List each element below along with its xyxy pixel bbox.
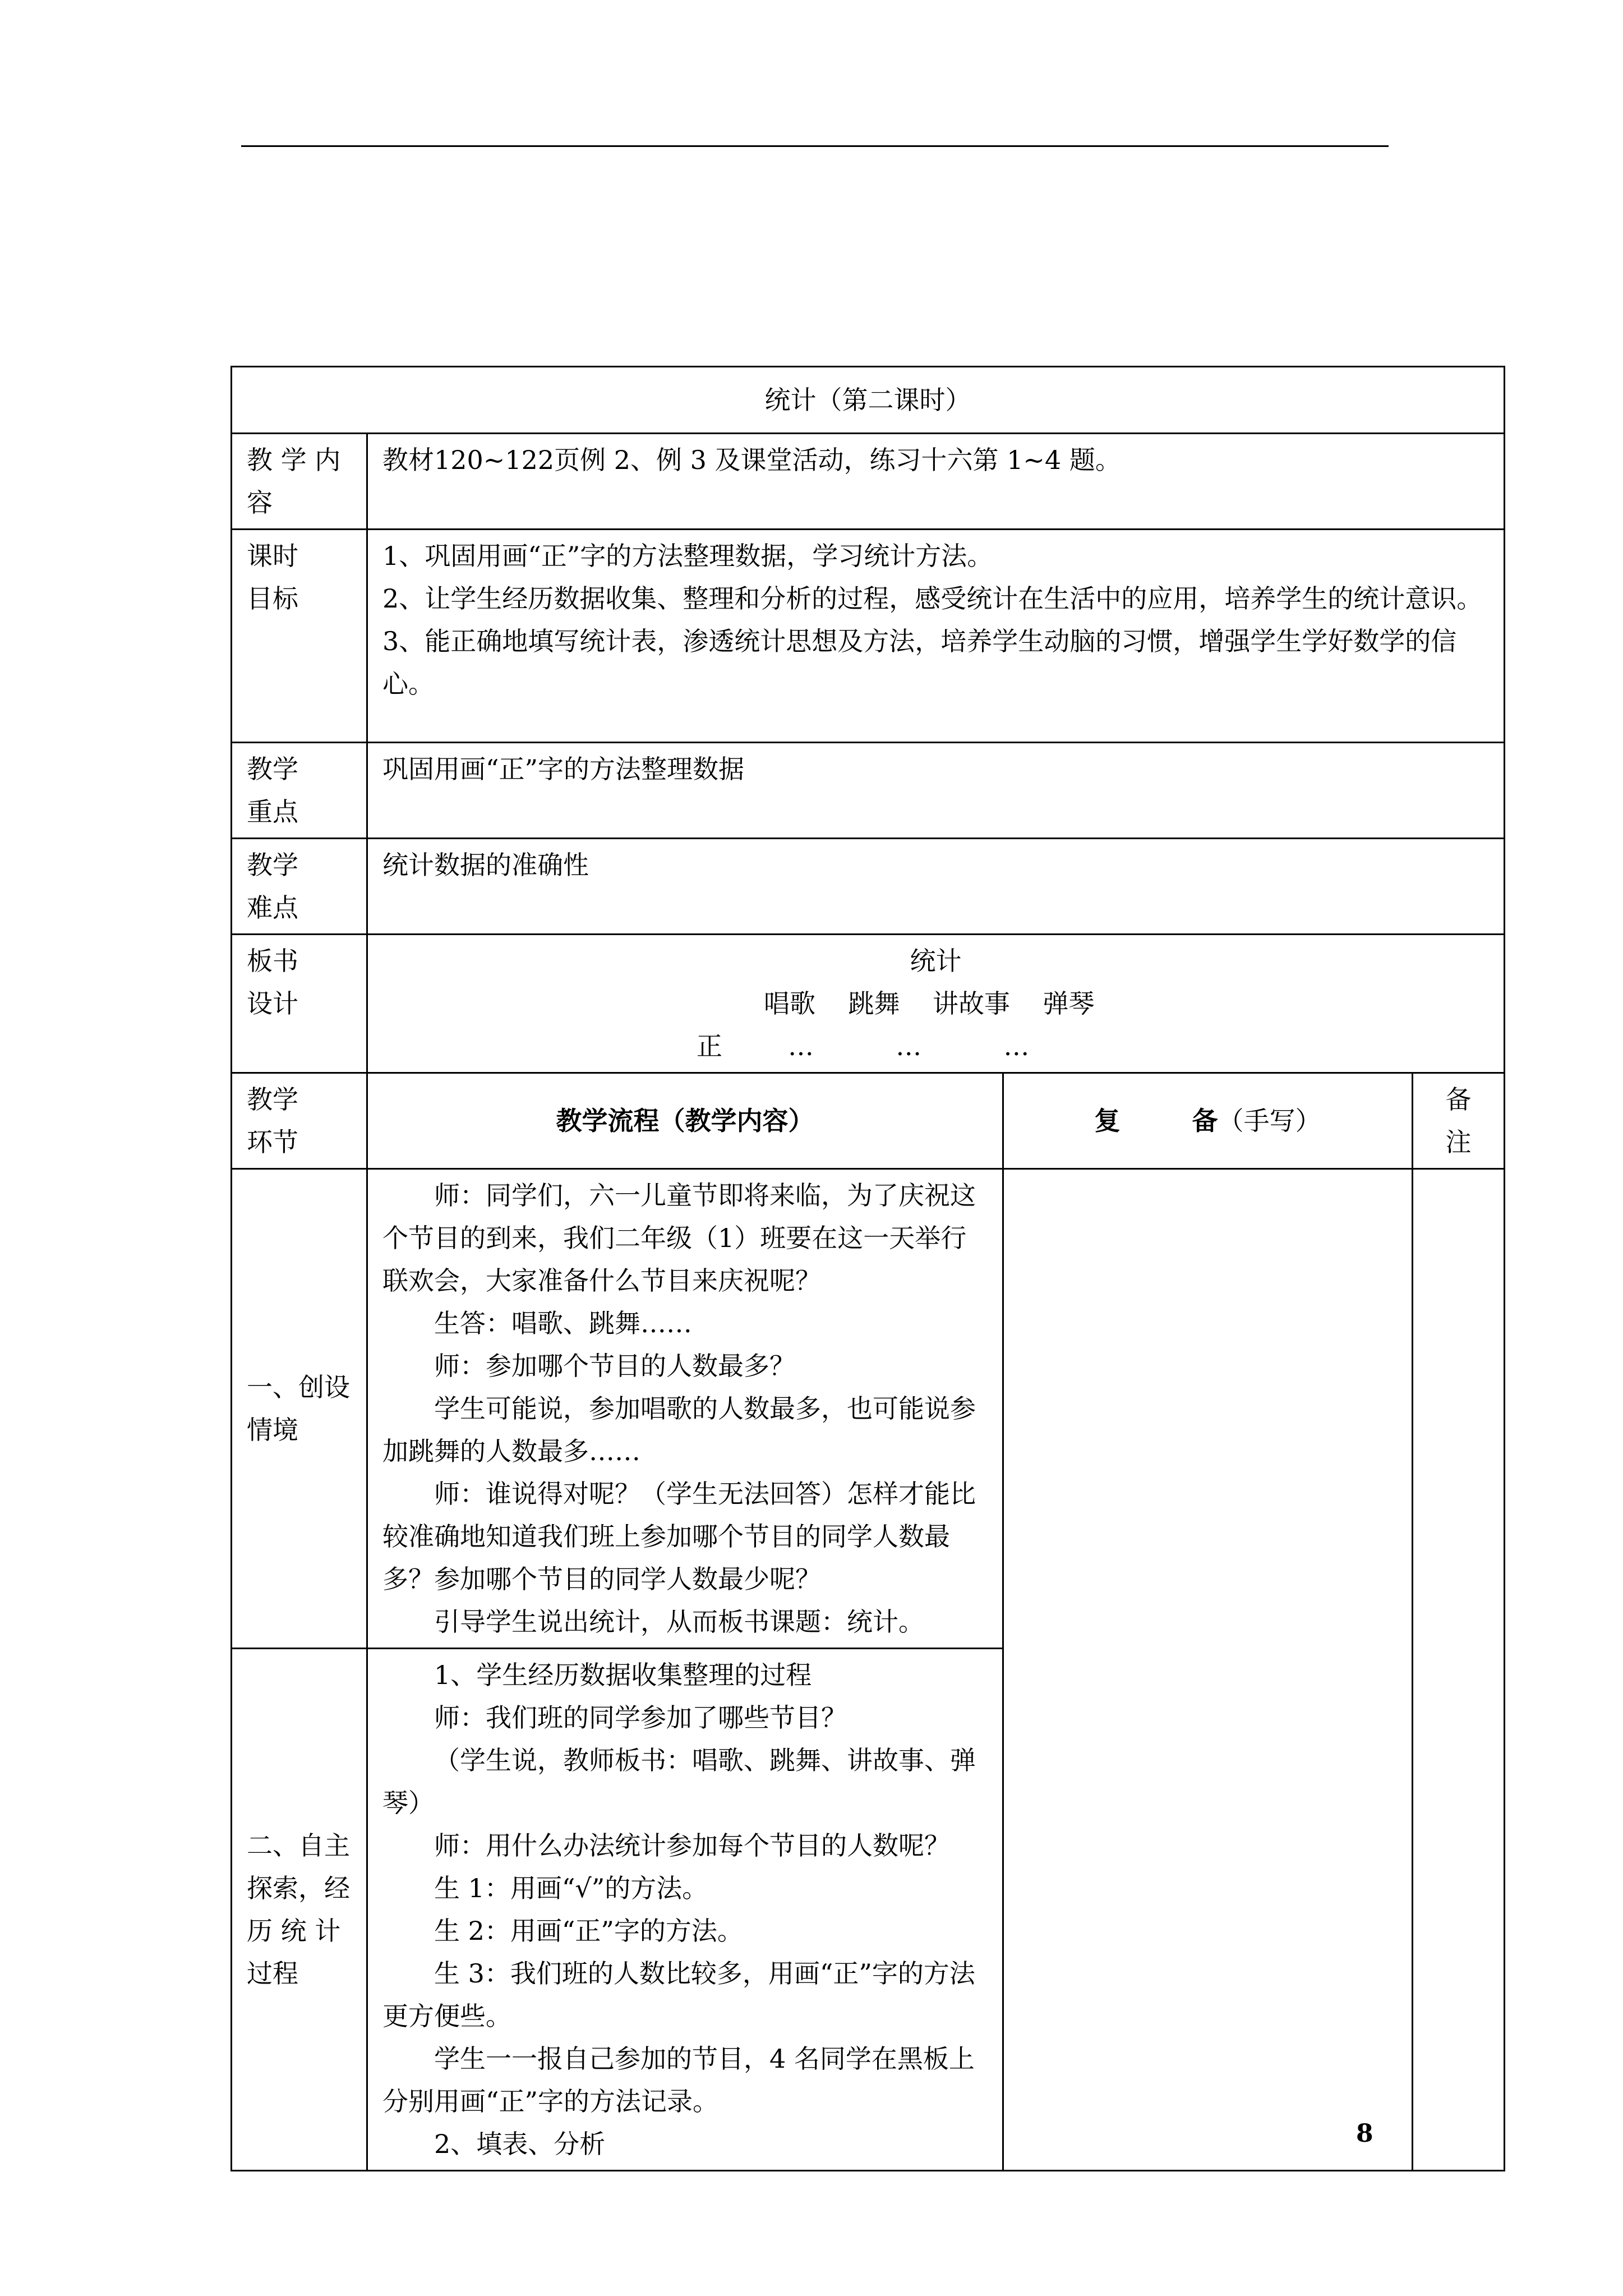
paragraph: 师：用什么办法统计参加每个节目的人数呢？ bbox=[434, 1830, 950, 1861]
stage1-content bbox=[367, 1169, 1003, 1649]
paragraph: 学生可能说，参加唱歌的人数最多，也可能说参加跳舞的人数最多…… bbox=[382, 1393, 976, 1466]
remark-header: 备 注 bbox=[1413, 1073, 1505, 1169]
board-title: 统计 bbox=[910, 946, 962, 976]
stage2-content bbox=[367, 1649, 1003, 2171]
paragraph: 师：参加哪个节目的人数最多？ bbox=[434, 1351, 795, 1381]
stage1-row bbox=[232, 1169, 1505, 1649]
paragraph: 生答：唱歌、跳舞…… bbox=[434, 1308, 692, 1338]
goals-row bbox=[232, 530, 1505, 743]
paragraph: 师：同学们，六一儿童节即将来临，为了庆祝这个节目的到来，我们二年级（1）班要在这一天举行联欢会，大家准备什么节目来庆祝呢？ bbox=[382, 1180, 976, 1296]
paragraph: （学生说，教师板书：唱歌、跳舞、讲故事、弹琴） bbox=[382, 1745, 976, 1818]
paragraph: 学生一一报自己参加的节目，4 名同学在黑板上分别用画“正”字的方法记录。 bbox=[382, 2044, 975, 2116]
paragraph: 生 1：用画“√”的方法。 bbox=[434, 1873, 708, 1903]
review-column bbox=[1003, 1169, 1413, 2171]
paragraph: 引导学生说出统计，从而板书课题：统计。 bbox=[434, 1607, 924, 1637]
page-number: 8 bbox=[1356, 2119, 1373, 2148]
difficulty-row bbox=[232, 839, 1505, 935]
board-design bbox=[367, 935, 1505, 1073]
lesson-title: 统计（第二课时） bbox=[232, 367, 1505, 434]
stage1-label: 一、创设 情境 bbox=[232, 1169, 367, 1649]
difficulty-text: 统计数据的准确性 bbox=[367, 839, 1505, 935]
goals-label: 课时 目标 bbox=[232, 530, 367, 743]
goals-list bbox=[367, 530, 1505, 743]
board-design-label: 板书 设计 bbox=[232, 935, 367, 1073]
remark-column bbox=[1413, 1169, 1505, 2171]
board-items: 唱歌 跳舞 讲故事 弹琴 bbox=[764, 988, 1095, 1019]
paragraph: 1、学生经历数据收集整理的过程 bbox=[434, 1660, 812, 1690]
paragraph: 师：我们班的同学参加了哪些节目？ bbox=[434, 1703, 847, 1733]
content-text: 教材120~122页例 2、例 3 及课堂活动，练习十六第 1~4 题。 bbox=[367, 434, 1505, 530]
key-point-row bbox=[232, 743, 1505, 839]
goal-item: 1、巩固用画“正”字的方法整理数据，学习统计方法。 bbox=[382, 541, 993, 571]
stage2-label: 二、自主 探索，经 历 统 计 过程 bbox=[232, 1649, 367, 2171]
review-header: 复 备（手写） bbox=[1003, 1073, 1413, 1169]
header-rule bbox=[241, 145, 1389, 147]
paragraph: 生 2：用画“正”字的方法。 bbox=[434, 1916, 743, 1946]
stage-header: 教学 环节 bbox=[232, 1073, 367, 1169]
lesson-plan-table bbox=[230, 366, 1505, 2171]
paragraph: 生 3：我们班的人数比较多，用画“正”字的方法更方便些。 bbox=[382, 1958, 975, 2031]
goal-item: 3、能正确地填写统计表，渗透统计思想及方法，培养学生动脑的习惯，增强学生学好数学的信心。 bbox=[382, 626, 1457, 699]
goal-item: 2、让学生经历数据收集、整理和分析的过程，感受统计在生活中的应用，培养学生的统计意识。 bbox=[382, 583, 1483, 614]
content-row bbox=[232, 434, 1505, 530]
board-design-row bbox=[232, 935, 1505, 1073]
difficulty-label: 教学 难点 bbox=[232, 839, 367, 935]
key-point-text: 巩固用画“正”字的方法整理数据 bbox=[367, 743, 1505, 839]
content-label: 教 学 内 容 bbox=[232, 434, 367, 530]
paragraph: 2、填表、分析 bbox=[434, 2129, 606, 2159]
flow-header: 教学流程（教学内容） bbox=[367, 1073, 1003, 1169]
key-point-label: 教学 重点 bbox=[232, 743, 367, 839]
board-marks: 正 … … … bbox=[697, 1031, 1030, 1061]
process-header-row bbox=[232, 1073, 1505, 1169]
paragraph: 师：谁说得对呢？（学生无法回答）怎样才能比较准确地知道我们班上参加哪个节目的同学人数最多？参加哪个节目的同学人数最少呢？ bbox=[382, 1479, 976, 1594]
title-row bbox=[232, 367, 1505, 434]
